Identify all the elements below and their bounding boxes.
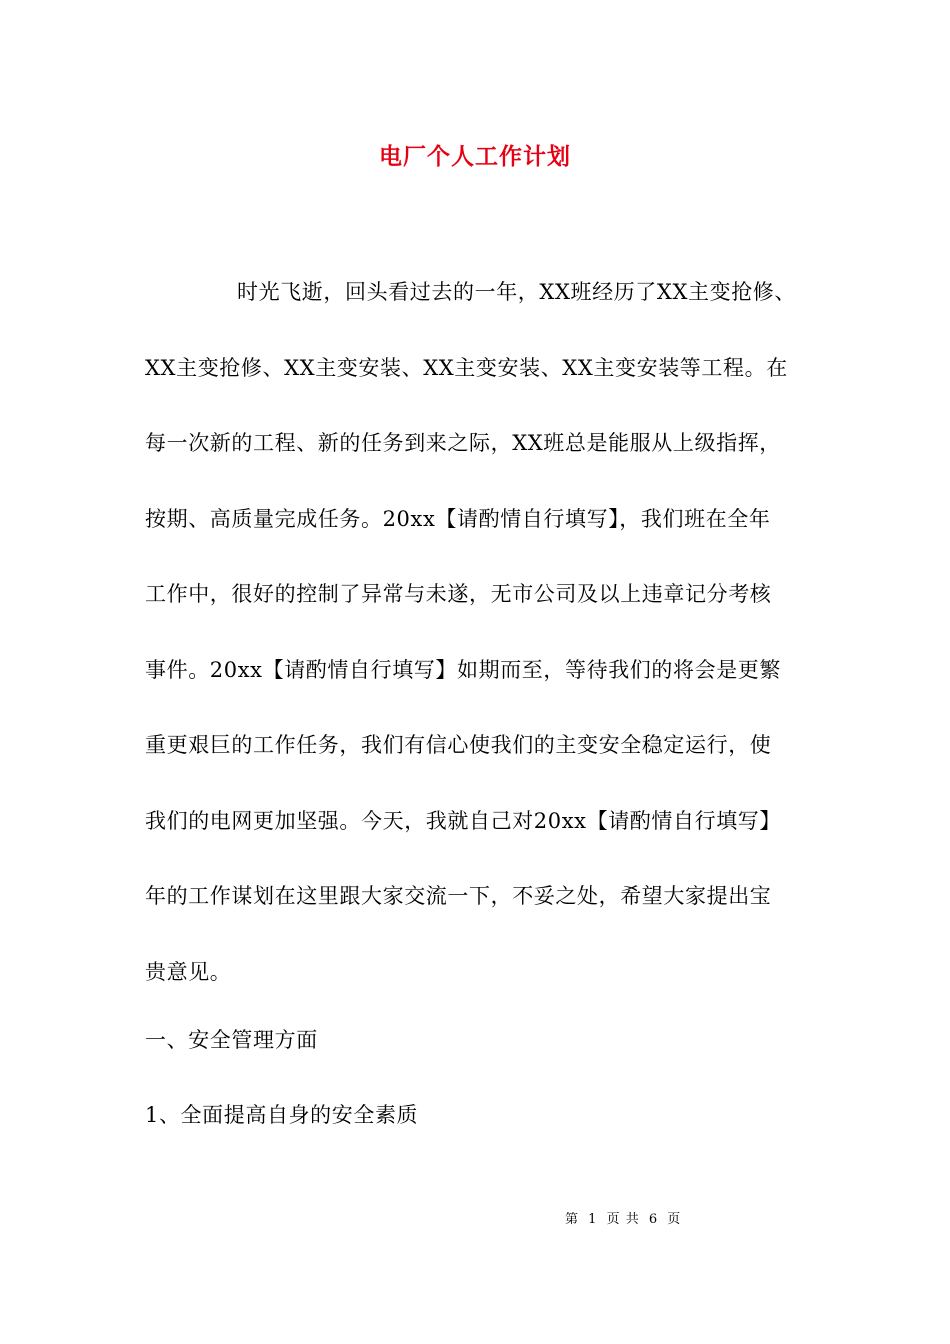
paragraph-line: 每一次新的工程、新的任务到来之际，XX班总是能服从上级指挥， (145, 431, 781, 455)
paragraph-line: 按期、高质量完成任务。20xx【请酌情自行填写】，我们班在全年 (145, 506, 771, 531)
page-footer (565, 1208, 685, 1227)
paragraph-line: 工作中，很好的控制了异常与未遂，无市公司及以上违章记分考核 (145, 582, 772, 606)
paragraph-line: XX主变抢修、XX主变安装、XX主变安装、XX主变安装等工程。在 (145, 355, 788, 380)
paragraph-line: 贵意见。 (145, 959, 232, 984)
paragraph-line: 重更艰巨的工作任务，我们有信心使我们的主变安全稳定运行，使 (145, 733, 772, 757)
footer-total-pages: 6 (648, 1212, 659, 1227)
paragraph-line: 我们的电网更加坚强。今天，我就自己对20xx【请酌情自行填写】 (145, 808, 782, 833)
paragraph-line: 年的工作谋划在这里跟大家交流一下，不妥之处，希望大家提出宝 (145, 884, 772, 908)
footer-prefix: 第 (565, 1212, 580, 1227)
footer-middle: 页 共 (606, 1212, 640, 1227)
subsection-heading: 1、全面提高自身的安全素质 (145, 1103, 419, 1127)
footer-current-page: 1 (588, 1212, 598, 1227)
intro-paragraph (145, 255, 810, 1010)
paragraph-line: 事件。20xx【请酌情自行填写】如期而至，等待我们的将会是更繁 (145, 657, 782, 682)
section-heading: 一、安全管理方面 (145, 1028, 318, 1052)
footer-suffix: 页 (667, 1212, 682, 1227)
paragraph-line: 时光飞逝，回头看过去的一年，XX班经历了XX主变抢修、 (237, 280, 796, 304)
document-title: 电厂个人工作计划 (379, 143, 571, 170)
